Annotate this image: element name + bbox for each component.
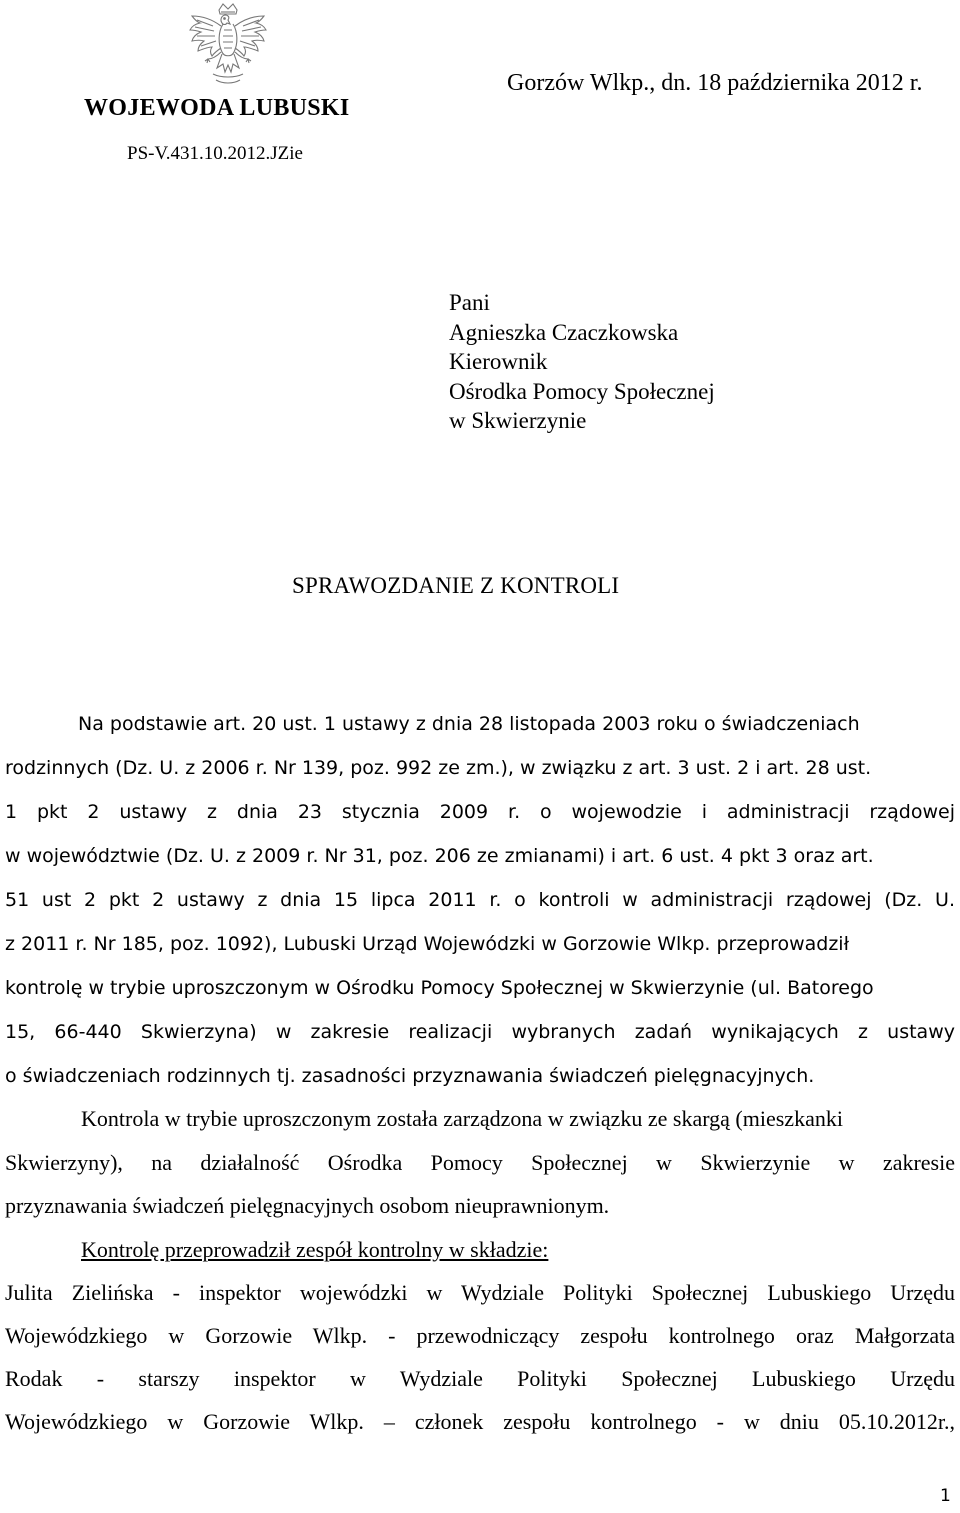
paragraph-line: kontrolę w trybie uproszczonym w Ośrodku Pomocy Społecznej w Skwierzynie (ul. Batorego	[5, 977, 874, 999]
paragraph-line: Na podstawie art. 20 ust. 1 ustawy z dnia 28 listopada 2003 roku o świadczeniach	[78, 713, 860, 735]
paragraph-line: 1 pkt 2 ustawy z dnia 23 stycznia 2009 r. o wojewodzie i administracji rządowej	[5, 801, 955, 823]
authority-name: WOJEWODA LUBUSKI	[84, 95, 350, 121]
paragraph-line: 51 ust 2 pkt 2 ustawy z dnia 15 lipca 2011 r. o kontroli w administracji rządowej (Dz. U.	[5, 889, 955, 911]
recipient-address	[449, 288, 715, 436]
paragraph-line: Wojewódzkiego w Gorzowie Wlkp. - przewodniczący zespołu kontrolnego oraz Małgorzata	[5, 1323, 955, 1348]
paragraph-line: Julita Zielińska - inspektor wojewódzki w Wydziale Polityki Społecznej Lubuskiego Urzędu	[5, 1280, 955, 1305]
recipient-line: Agnieszka Czaczkowska	[449, 319, 679, 345]
reference-number: PS-V.431.10.2012.JZie	[127, 143, 303, 164]
paragraph-line: w województwie (Dz. U. z 2009 r. Nr 31, poz. 206 ze zmianami) i art. 6 ust. 4 pkt 3 oraz art.	[5, 845, 874, 867]
paragraph-line: Rodak - starszy inspektor w Wydziale Polityki Społecznej Lubuskiego Urzędu	[5, 1366, 955, 1391]
recipient-line: Pani	[449, 290, 490, 315]
paragraph-line: Skwierzyny), na działalność Ośrodka Pomocy Społecznej w Skwierzynie w zakresie	[5, 1150, 955, 1175]
paragraph-line: Kontrola w trybie uproszczonym została zarządzona w związku ze skargą (mieszkanki	[81, 1106, 843, 1131]
team-heading: Kontrolę przeprowadził zespół kontrolny w składzie:	[81, 1237, 549, 1262]
recipient-line: w Skwierzynie	[449, 408, 587, 434]
recipient-line: Ośrodka Pomocy Społecznej	[449, 378, 715, 404]
paragraph-line: Wojewódzkiego w Gorzowie Wlkp. – członek zespołu kontrolnego - w dniu 05.10.2012r.,	[5, 1409, 955, 1434]
paragraph-line: o świadczeniach rodzinnych tj. zasadności przyznawania świadczeń pielęgnacyjnych.	[5, 1065, 815, 1087]
page-number: 1	[940, 1486, 951, 1506]
recipient-line: Kierownik	[449, 349, 548, 375]
paragraph-line: 15, 66-440 Skwierzyna) w zakresie realizacji wybranych zadań wynikających z ustawy	[5, 1021, 955, 1043]
paragraph-line: rodzinnych (Dz. U. z 2006 r. Nr 139, poz. 992 ze zm.), w związku z art. 3 ust. 2 i art. 28 ust.	[5, 757, 872, 779]
polish-eagle-emblem-icon	[183, 2, 273, 90]
document-title: SPRAWOZDANIE Z KONTROLI	[292, 573, 620, 598]
paragraph-line: przyznawania świadczeń pielęgnacyjnych osobom nieuprawnionym.	[5, 1193, 610, 1218]
place-and-date: Gorzów Wlkp., dn. 18 października 2012 r.	[507, 70, 923, 96]
paragraph-line: z 2011 r. Nr 185, poz. 1092), Lubuski Urząd Wojewódzki w Gorzowie Wlkp. przeprowadził	[5, 933, 849, 955]
